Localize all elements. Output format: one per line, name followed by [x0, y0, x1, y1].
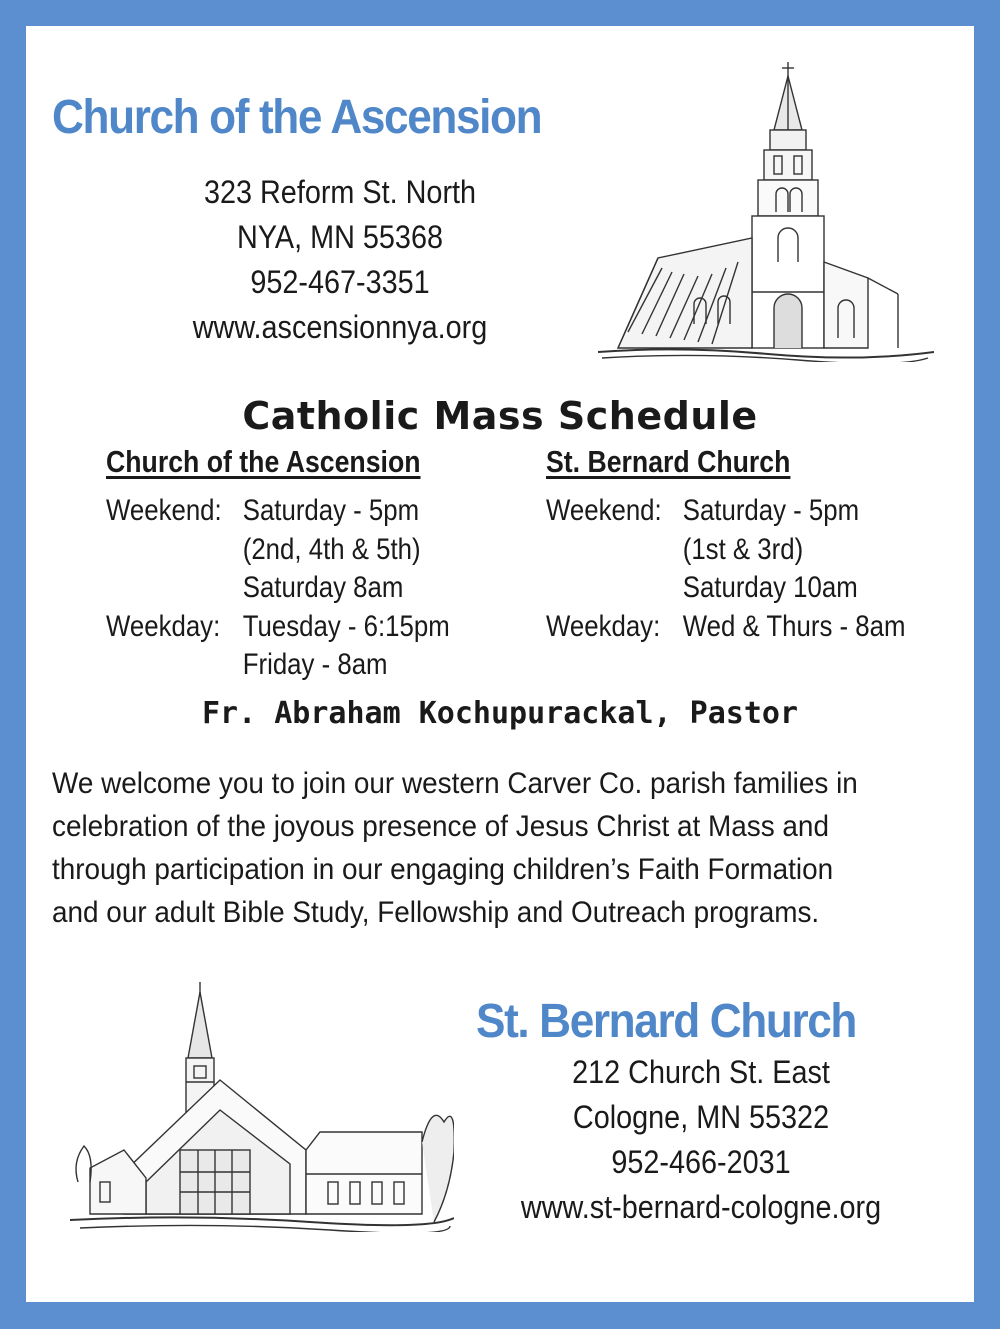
- welcome-line: and our adult Bible Study, Fellowship and Outreach programs.: [52, 896, 820, 929]
- ascension-city: NYA, MN 55368: [237, 219, 443, 255]
- ascension-address-block: [160, 170, 520, 350]
- bernard-weekday-time: Wed & Thurs - 8am: [682, 609, 906, 643]
- ascension-weekend-row: [106, 492, 450, 531]
- bernard-street: 212 Church St. East: [572, 1054, 830, 1090]
- ascension-website: www.ascensionnya.org: [192, 309, 488, 345]
- bernard-phone: 952-466-2031: [611, 1144, 791, 1180]
- ascension-phone: 952-467-3351: [250, 264, 430, 300]
- bernard-website: www.st-bernard-cologne.org: [520, 1189, 882, 1225]
- ascension-schedule-heading: Church of the Ascension: [106, 444, 421, 479]
- bernard-weekend-time: Saturday - 5pm: [682, 494, 860, 527]
- welcome-paragraph: [52, 762, 858, 934]
- weekend-label: Weekend:: [106, 494, 222, 527]
- flyer-panel: [26, 26, 974, 1302]
- pastor-name: Fr. Abraham Kochupurackal, Pastor: [201, 696, 799, 731]
- bernard-title: St. Bernard Church: [476, 995, 857, 1048]
- ascension-weekend-weeks: (2nd, 4th & 5th): [242, 532, 421, 566]
- bernard-city: Cologne, MN 55322: [572, 1099, 830, 1135]
- weekday-label: Weekday:: [106, 609, 221, 643]
- bernard-church-illustration-icon: [70, 982, 454, 1232]
- mass-schedule-title: Catholic Mass Schedule: [242, 394, 758, 438]
- ascension-title: Church of the Ascension: [52, 91, 542, 144]
- bernard-weekend-weeks: (1st & 3rd): [682, 532, 804, 566]
- welcome-line: through participation in our engaging children’s Faith Formation: [52, 853, 834, 886]
- bernard-schedule: [546, 492, 905, 646]
- bernard-weekend-extra: Saturday 10am: [682, 571, 858, 604]
- weekday-label: Weekday:: [546, 609, 661, 643]
- ascension-street: 323 Reform St. North: [203, 174, 477, 210]
- bernard-schedule-heading: St. Bernard Church: [546, 444, 791, 479]
- ascension-weekday-time: Tuesday - 6:15pm: [242, 609, 450, 643]
- welcome-line: We welcome you to join our western Carver Co. parish families in: [52, 767, 858, 800]
- ascension-weekday-row: [106, 608, 450, 647]
- welcome-line: celebration of the joyous presence of Jesus Christ at Mass and: [52, 810, 829, 843]
- bernard-weekday-row: [546, 608, 905, 647]
- ascension-weekend-extra: Saturday 8am: [242, 571, 404, 604]
- ascension-schedule: [106, 492, 450, 685]
- weekend-label: Weekend:: [546, 494, 662, 527]
- ascension-weekend-time: Saturday - 5pm: [242, 494, 420, 527]
- ascension-weekday-extra: Friday - 8am: [242, 648, 388, 681]
- bernard-weekend-row: [546, 492, 905, 531]
- bernard-address-block: [499, 1050, 904, 1230]
- ascension-church-illustration-icon: [598, 62, 934, 362]
